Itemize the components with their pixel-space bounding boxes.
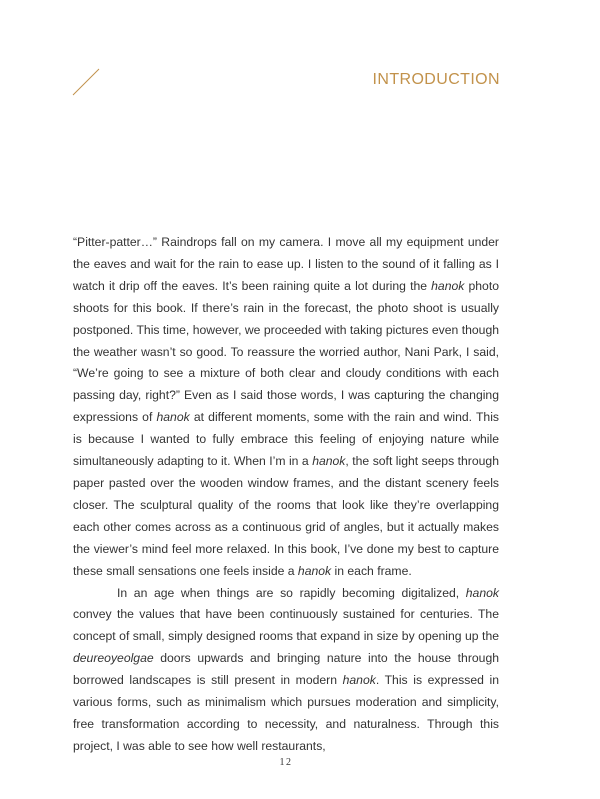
text-run: , the soft light seeps through paper pasted over the wooden window frames, and the distant scenery feels closer. The sculptural quality of the rooms that look like they’re overlapping each other comes across as a continuous grid of angles, but it actually makes the viewer’s mind feel more relaxed. In this book, I’ve done my best to capture these small sensations one feels inside a [73,454,499,578]
text-run: convey the values that have been continuously sustained for centuries. The concept of small, simply designed rooms that expand in size by opening up the [73,607,499,644]
text-run: . This is expressed in various forms, such as minimalism which pursues moderation and simplicity, free transformation according to necessity, and naturalness. Through this project, I was able to see how well restaurants, [73,673,499,753]
text-run: photo shoots for this book. If there’s rain in the forecast, the photo shoot is usually postponed. This time, however, we proceeded with taking pictures even though the weather wasn’t so good. To reassure the worried author, Nani Park, I said, “We’re going to see a mixture of both clear and cloudy conditions with each passing day, right?” Even as I said those words, I was capturing the changing expressions of [73,278,499,425]
paragraph-1 [73,232,499,583]
italic-term: hanok [297,563,332,578]
decorative-slash-line [72,68,100,96]
page-number: 12 [279,757,293,768]
text-run: in each frame. [331,563,412,578]
italic-term: hanok [156,410,190,425]
italic-term: hanok [465,585,499,600]
text-run: at different moments, some with the rain and wind. This is because I wanted to fully embrace this feeling of enjoying nature while simultaneously adapting to it. When I’m in a [73,410,499,469]
italic-term: hanok [312,454,346,469]
italic-term: hanok [431,278,465,293]
italic-term: hanok [342,673,376,688]
body-text [73,232,499,758]
text-run: doors upwards and bringing nature into the house through borrowed landscapes is still present in modern [73,651,499,688]
italic-term: deureoyeolgae [73,651,154,666]
section-title: INTRODUCTION [372,71,500,88]
text-run: In an age when things are so rapidly becoming digitalized, [117,585,466,600]
text-run: “Pitter-patter…” Raindrops fall on my camera. I move all my equipment under the eaves and wait for the rain to ease up. I listen to the sound of it falling as I watch it drip off the eaves. It’s been raining quite a lot during the [73,235,499,293]
paragraph-2 [73,583,499,758]
